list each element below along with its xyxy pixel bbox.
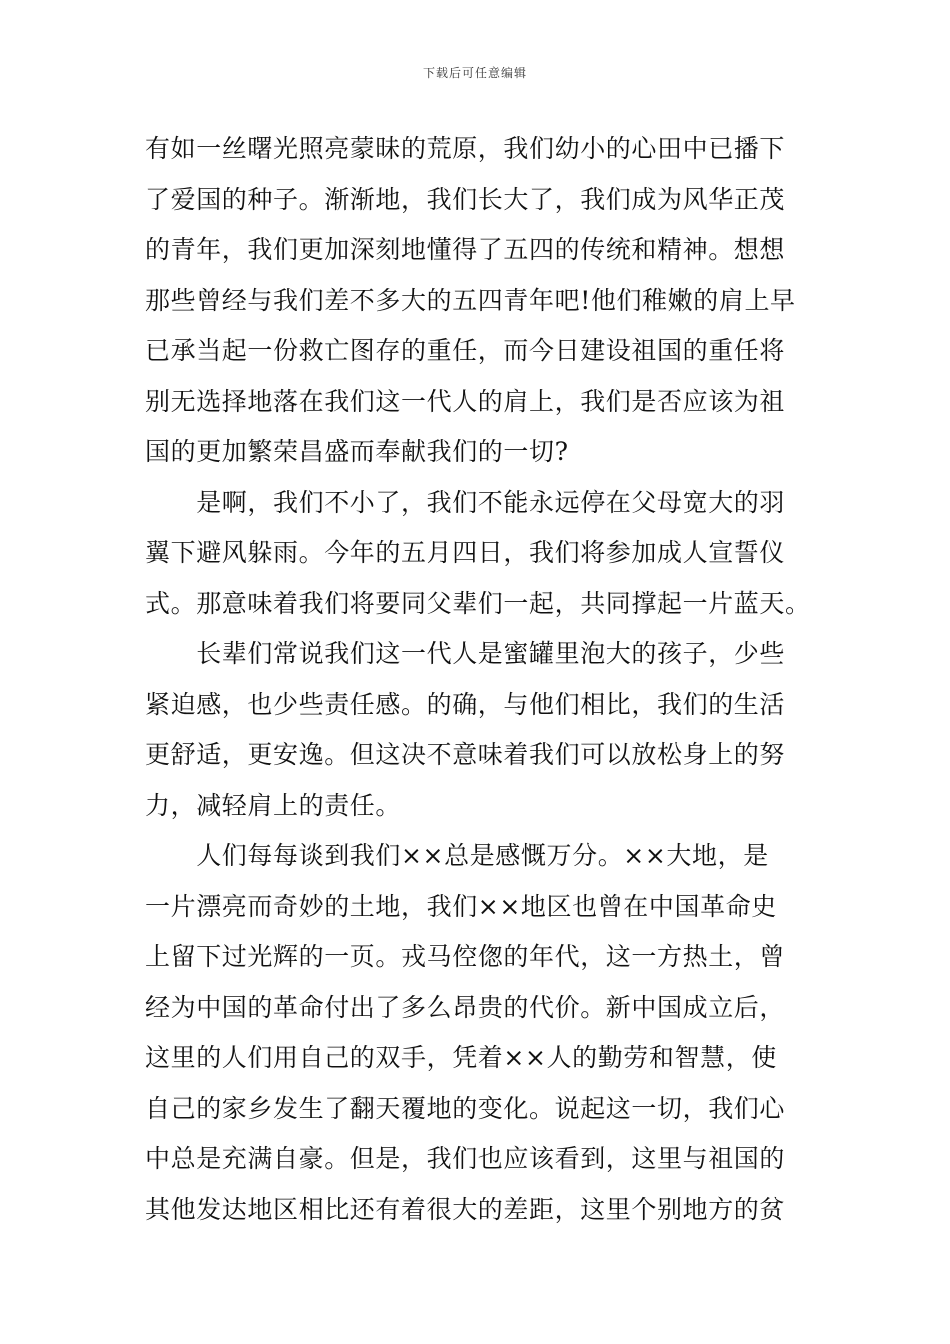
text-line: 的青年，我们更加深刻地懂得了五四的传统和精神。想想 <box>145 235 786 264</box>
text-line: 自己的家乡发生了翻天覆地的变化。说起这一切，我们心 <box>145 1093 786 1123</box>
text-line: 人们每每谈到我们××总是感慨万分。××大地，是 <box>145 841 769 870</box>
text-line: 式。那意味着我们将要同父辈们一起，共同撑起一片蓝天。 <box>145 588 811 618</box>
text-line: 那些曾经与我们差不多大的五四青年吧!他们稚嫩的肩上早 <box>145 285 796 315</box>
text-line: 一片漂亮而奇妙的土地，我们××地区也曾在中国革命史 <box>145 891 777 921</box>
text-line: 经为中国的革命付出了多么昂贵的代价。新中国成立后， <box>145 992 786 1022</box>
text-line: 国的更加繁荣昌盛而奉献我们的一切? <box>145 437 569 466</box>
text-line: 是啊，我们不小了，我们不能永远停在父母宽大的羽 <box>145 487 786 517</box>
text-line: 已承当起一份救亡图存的重任，而今日建设祖国的重任将 <box>145 336 786 365</box>
text-line: 翼下避风躲雨。今年的五月四日，我们将参加成人宣誓仪 <box>145 538 786 567</box>
text-line: 长辈们常说我们这一代人是蜜罐里泡大的孩子，少些 <box>145 639 786 668</box>
text-line: 更舒适，更安逸。但这决不意味着我们可以放松身上的努 <box>145 740 786 769</box>
text-line: 紧迫感，也少些责任感。的确，与他们相比，我们的生活 <box>145 689 786 719</box>
text-line: 这里的人们用自己的双手，凭着××人的勤劳和智慧，使 <box>145 1043 777 1072</box>
text-line: 有如一丝曙光照亮蒙昧的荒原，我们幼小的心田中已播下 <box>145 134 786 163</box>
page-header: 下载后可任意编辑 <box>422 66 527 80</box>
text-line: 其他发达地区相比还有着很大的差距，这里个别地方的贫 <box>145 1194 786 1224</box>
text-line: 上留下过光辉的一页。戎马倥偬的年代，这一方热土，曾 <box>145 942 786 971</box>
text-line: 中总是充满自豪。但是，我们也应该看到，这里与祖国的 <box>145 1144 786 1173</box>
document-body <box>145 124 811 1235</box>
text-line: 了爱国的种子。渐渐地，我们长大了，我们成为风华正茂 <box>145 184 786 214</box>
text-line: 力，减轻肩上的责任。 <box>145 790 402 820</box>
text-line: 别无选择地落在我们这一代人的肩上，我们是否应该为祖 <box>145 386 786 416</box>
